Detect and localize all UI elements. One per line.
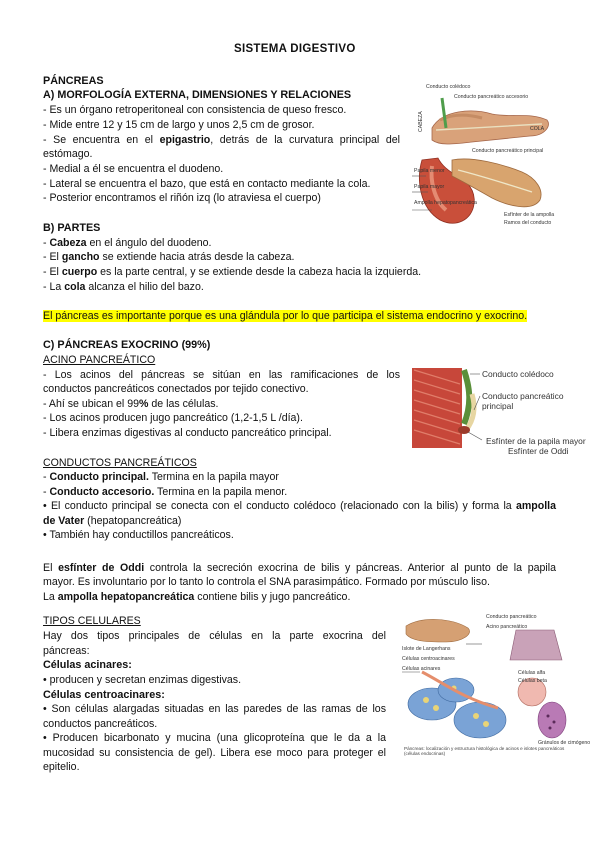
label-granulos: Gránulos de cimógeno: [538, 740, 591, 746]
text-line: mayor. Es involuntario por lo tanto lo controla el SNA parasimpático. Formado por músculo liso.: [43, 576, 490, 588]
text-line: - Libera enzimas digestivas al conducto pancreático principal.: [43, 427, 332, 439]
label-esfinter-oddi: Esfínter de Oddi: [508, 446, 569, 456]
label-ampolla: Ampolla hepatopancreática: [414, 200, 477, 206]
label-cola: COLA: [530, 126, 545, 132]
text-line: • También hay conductillos pancreáticos.: [43, 529, 234, 541]
text-line: mucosidad su consistencia de gel). Libera ese moco para proteger el: [43, 747, 386, 759]
label-acino: Acino pancreático: [486, 624, 528, 630]
text-line: de Vater (hepatopancreática): [43, 515, 182, 527]
page-title: SISTEMA DIGESTIVO: [234, 43, 356, 55]
text-line: - Conducto principal. Termina en la papila mayor: [43, 471, 279, 483]
label-beta: Células beta: [518, 678, 547, 684]
label-esfinter: Esfínter de la ampolla: [504, 212, 555, 218]
text-line: • Son células alargadas situadas en las paredes de las ramas de los: [43, 703, 386, 715]
label-principal-2: principal: [482, 401, 514, 411]
label-esfinter-papila: Esfínter de la papila mayor: [486, 436, 586, 446]
pancreas-anatomy-figure: [412, 80, 562, 230]
oddi-figure: [408, 364, 586, 460]
text-line: - Lateral se encuentra el bazo, que está en contacto mediante la cola.: [43, 178, 371, 190]
text-line: - Medial a él se encuentra el duodeno.: [43, 163, 224, 175]
text-line: - Ahí se ubican el 99% de las células.: [43, 398, 219, 410]
heading-partes: B) PARTES: [43, 222, 101, 234]
text-line: • El conducto principal se conecta con el conducto colédoco (relacionado con la bilis) y forma la ampolla: [43, 500, 556, 512]
label-principal-1: Conducto pancreático: [482, 391, 564, 401]
text-line: - El gancho se extiende hacia atrás desde la cabeza.: [43, 251, 295, 263]
heading-pancreas: PÁNCREAS: [43, 75, 104, 87]
label-papila-mayor: Papila mayor: [414, 184, 445, 190]
text-line: - La cola alcanza el hilio del bazo.: [43, 281, 204, 293]
heading-exocrino: C) PÁNCREAS EXOCRINO (99%): [43, 339, 211, 351]
heading-centroacinares: Células centroacinares:: [43, 689, 165, 701]
label-conducto-accesorio: Conducto pancreático accesorio: [454, 94, 529, 100]
text-line: La ampolla hepatopancreática contiene bilis y jugo pancreático.: [43, 591, 351, 603]
subheading-tipos: TIPOS CELULARES: [43, 615, 141, 627]
text-line: El esfínter de Oddi controla la secreción exocrina de bilis y páncreas. Anterior al punto de la papila: [43, 562, 556, 574]
text-line: • Producen bicarbonato y mucina (una glicoproteína que le da a la: [43, 732, 386, 744]
text-line: - Se encuentra en el epigastrio, detrás de la curvatura principal del: [43, 134, 400, 146]
text-line: conductos pancreáticos.: [43, 718, 158, 730]
text-line: epitelio.: [43, 761, 80, 773]
label-centroacinares: Células centroacinares: [402, 656, 455, 662]
text-line: - Conducto accesorio. Termina en la papila menor.: [43, 486, 288, 498]
text-line: páncreas:: [43, 645, 90, 657]
text-line: estómago.: [43, 148, 93, 160]
figure-caption: Páncreas: localización y estructura histológica de acinos e islotes pancreáticos (células endocrinas): [404, 746, 565, 757]
label-conducto-coledoco: Conducto colédoco: [426, 84, 471, 90]
subheading-acino: ACINO PANCREÁTICO: [43, 354, 156, 366]
label-papila-menor: Papila menor: [414, 168, 445, 174]
text-line: - El cuerpo es la parte central, y se extiende desde la cabeza hacia la izquierda.: [43, 266, 422, 278]
text-line: - Es un órgano retroperitoneal con consistencia de queso fresco.: [43, 104, 347, 116]
label-conducto-principal: Conducto pancreático principal: [472, 148, 544, 154]
label-conducto: Conducto pancreático: [486, 614, 537, 620]
label-alfa: Células alfa: [518, 670, 546, 676]
histology-figure: [402, 612, 591, 762]
text-line: - Posterior encontramos el riñón izq (lo atraviesa el cuerpo): [43, 192, 321, 204]
subheading-conductos: CONDUCTOS PANCREÁTICOS: [43, 457, 197, 469]
label-coledoco: Conducto colédoco: [482, 369, 554, 379]
text-line: - Cabeza en el ángulo del duodeno.: [43, 237, 212, 249]
text-line: Hay dos tipos principales de células en la parte exocrina del: [43, 630, 386, 642]
text-line: conductos pancreáticos conectados por tejido conectivo.: [43, 383, 309, 395]
pancreas-anatomy-illustration: [412, 80, 562, 230]
text-line: - Mide entre 12 y 15 cm de largo y unos 2,5 cm de grosor.: [43, 119, 315, 131]
label-acinares: Células acinares: [402, 666, 441, 672]
label-ramos: Ramos del conducto: [504, 220, 552, 226]
text-line: - Los acinos producen jugo pancreático (1,2-1,5 L /día).: [43, 412, 303, 424]
label-cabeza: CABEZA: [418, 111, 424, 132]
text-line: • producen y secretan enzimas digestivas.: [43, 674, 242, 686]
highlight-note: El páncreas es importante porque es una glándula por lo que participa el sistema endocrino y exocrino.: [43, 310, 528, 322]
label-islote: Islote de Langerhans: [402, 646, 451, 652]
heading-acinares: Células acinares:: [43, 659, 132, 671]
heading-morfologia: A) MORFOLOGÍA EXTERNA, DIMENSIONES Y RELACIONES: [43, 89, 352, 101]
text-line: - Los acinos del páncreas se sitúan en las ramificaciones de los: [43, 369, 400, 381]
